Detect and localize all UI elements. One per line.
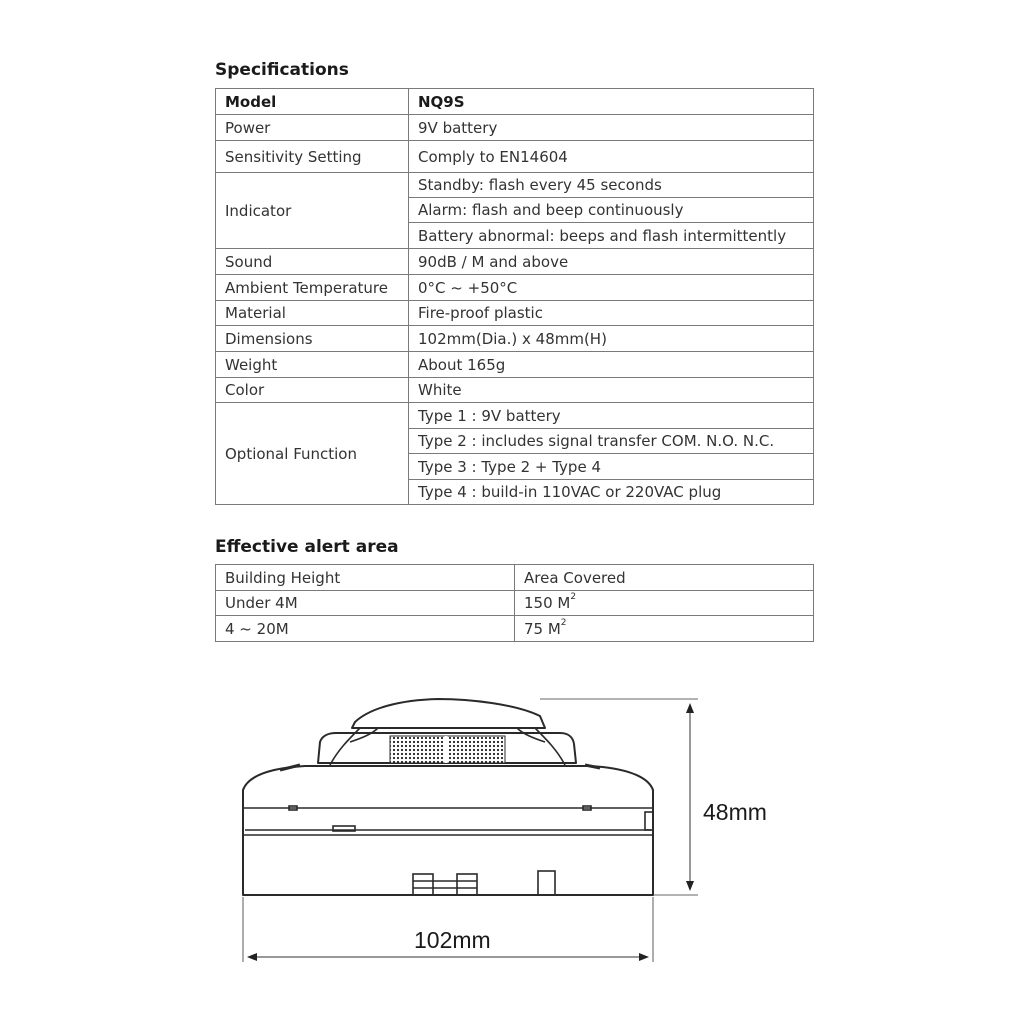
alert-area-value: 75 M (524, 619, 561, 638)
spec-label-optional: Optional Function (216, 403, 409, 505)
spec-label-dimensions: Dimensions (216, 326, 409, 352)
alert-area-sup: 2 (560, 617, 567, 628)
alert-height-cell: Under 4M (216, 591, 515, 616)
spec-value-dimensions: 102mm(Dia.) x 48mm(H) (409, 326, 814, 352)
height-dimension-label: 48mm (703, 799, 767, 825)
spec-value-indicator-standby: Standby: flash every 45 seconds (409, 173, 814, 198)
spec-value-temperature: 0°C ~ +50°C (409, 275, 814, 301)
spec-value-indicator-battery: Battery abnormal: beeps and flash intermittently (409, 223, 814, 249)
spec-value-optional-type4: Type 4 : build-in 110VAC or 220VAC plug (409, 480, 814, 505)
spec-value-color: White (409, 378, 814, 403)
alert-area-title: Effective alert area (215, 537, 399, 557)
spec-label-weight: Weight (216, 352, 409, 378)
spec-value-optional-type1: Type 1 : 9V battery (409, 403, 814, 429)
spec-label-sensitivity: Sensitivity Setting (216, 141, 409, 173)
alert-height-cell: 4 ~ 20M (216, 616, 515, 642)
spec-label-color: Color (216, 378, 409, 403)
alert-area-sup: 2 (570, 592, 577, 602)
spec-value-material: Fire-proof plastic (409, 301, 814, 326)
alert-header-height: Building Height (216, 565, 515, 591)
spec-label-model: Model (216, 89, 409, 115)
width-dimension-label: 102mm (414, 927, 491, 953)
specifications-title: Specifications (215, 60, 349, 80)
spec-value-sound: 90dB / M and above (409, 249, 814, 275)
spec-value-optional-type3: Type 3 : Type 2 + Type 4 (409, 454, 814, 480)
spec-value-power: 9V battery (409, 115, 814, 141)
spec-value-sensitivity: Comply to EN14604 (409, 141, 814, 173)
spec-label-power: Power (216, 115, 409, 141)
spec-label-indicator: Indicator (216, 173, 409, 249)
spec-value-model: NQ9S (409, 89, 814, 115)
spec-value-indicator-alarm: Alarm: flash and beep continuously (409, 198, 814, 223)
spec-label-temperature: Ambient Temperature (216, 275, 409, 301)
spec-label-material: Material (216, 301, 409, 326)
spec-value-optional-type2: Type 2 : includes signal transfer COM. N.O. N.C. (409, 429, 814, 454)
spec-value-weight: About 165g (409, 352, 814, 378)
spec-label-sound: Sound (216, 249, 409, 275)
alert-header-area: Area Covered (515, 565, 814, 591)
alert-area-value: 150 M (524, 594, 571, 612)
